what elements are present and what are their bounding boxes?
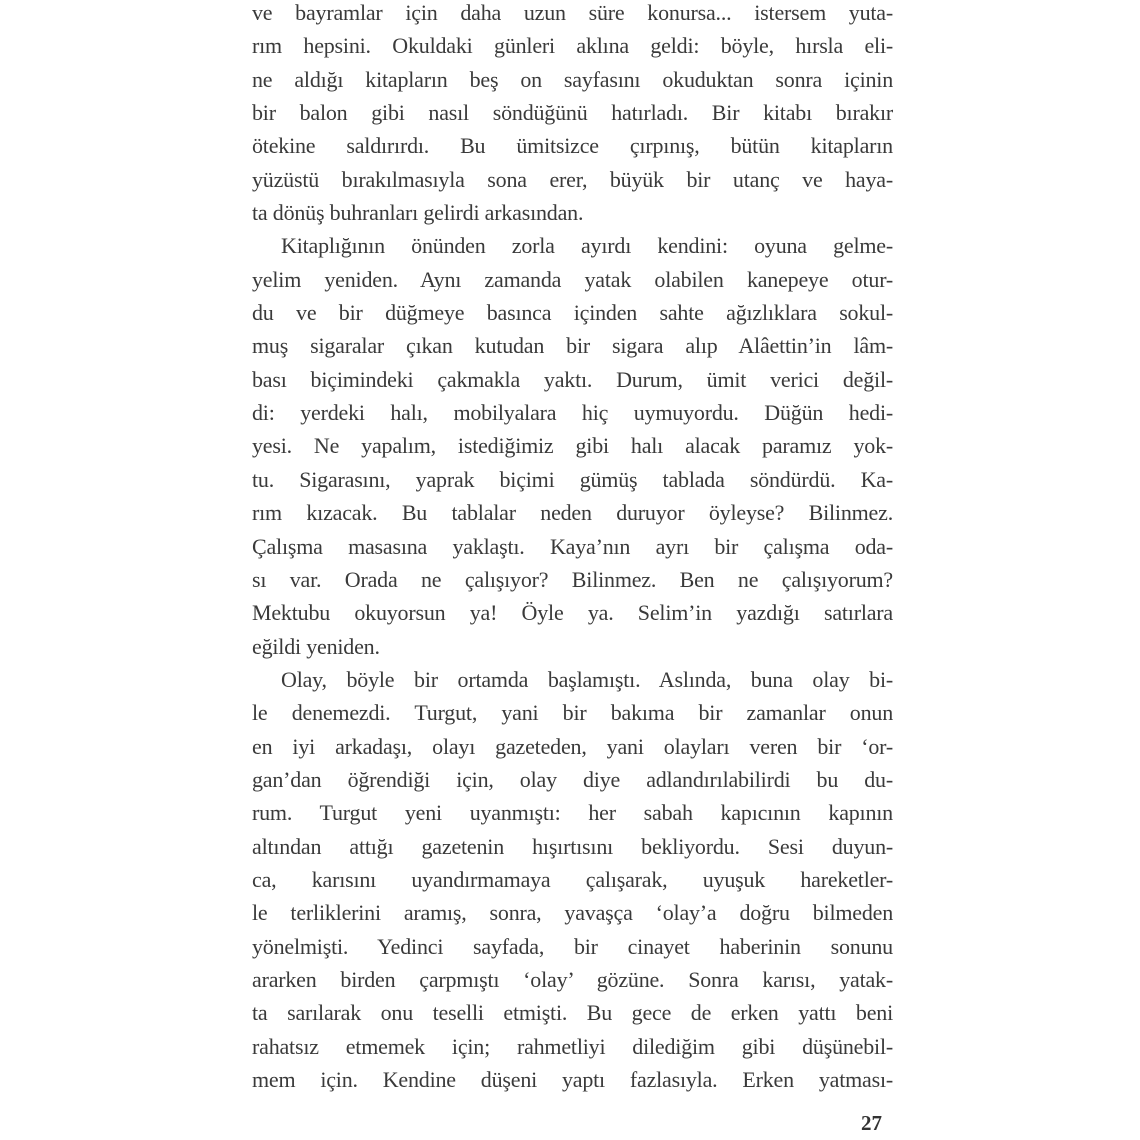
text-line: eğildi yeniden. bbox=[252, 633, 380, 659]
text-line: tu. Sigarasını, yaprak biçimi gümüş tablada söndürdü. Ka- bbox=[252, 466, 893, 492]
text-line: yelim yeniden. Aynı zamanda yatak olabilen kanepeye otur- bbox=[252, 266, 893, 292]
text-line: Mektubu okuyorsun ya! Öyle ya. Selim’in yazdığı satırlara bbox=[252, 600, 893, 626]
text-line: mem için. Kendine düşeni yaptı fazlasıyla. Erken yatması- bbox=[252, 1067, 893, 1092]
text-line: yesi. Ne yapalım, istediğimiz gibi halı alacak paramız yok- bbox=[252, 433, 893, 459]
text-line: ve bayramlar için daha uzun süre konursa... istersem yuta- bbox=[252, 0, 893, 25]
page-number: 27 bbox=[861, 1111, 882, 1135]
text-line: gan’dan öğrendiği için, olay diye adlandırılabilirdi bu du- bbox=[252, 766, 893, 792]
text-line: ararken birden çarpmıştı ‘olay’ gözüne. Sonra karısı, yatak- bbox=[252, 966, 893, 992]
text-line: ne aldığı kitapların beş on sayfasını okuduktan sonra içinin bbox=[252, 66, 893, 92]
paragraph bbox=[252, 0, 893, 229]
text-line: ta dönüş buhranları gelirdi arkasından. bbox=[252, 200, 584, 226]
text-line: Kitaplığının önünden zorla ayırdı kendini: oyuna gelme- bbox=[281, 233, 893, 259]
paragraph bbox=[252, 663, 893, 1096]
text-line: rım kızacak. Bu tablalar neden duruyor öyleyse? Bilinmez. bbox=[252, 500, 893, 526]
text-line: di: yerdeki halı, mobilyalara hiç uymuyordu. Düğün hedi- bbox=[252, 400, 893, 426]
text-line: le denemezdi. Turgut, yani bir bakıma bir zamanlar onun bbox=[252, 700, 893, 726]
text-line: bir balon gibi nasıl söndüğünü hatırladı. Bir kitabı bırakır bbox=[252, 100, 893, 126]
paragraph bbox=[252, 229, 893, 662]
text-line: Çalışma masasına yaklaştı. Kaya’nın ayrı bir çalışma oda- bbox=[252, 533, 893, 559]
text-line: altından attığı gazetenin hışırtısını bekliyordu. Sesi duyun- bbox=[252, 833, 893, 859]
text-line: ta sarılarak onu teselli etmişti. Bu gece de erken yattı beni bbox=[252, 1000, 893, 1026]
text-line: muş sigaralar çıkan kutudan bir sigara alıp Alâettin’in lâm- bbox=[252, 333, 893, 359]
text-line: ötekine saldırırdı. Bu ümitsizce çırpınış, bütün kitapların bbox=[252, 133, 893, 159]
text-line: rum. Turgut yeni uyanmıştı: her sabah kapıcının kapının bbox=[252, 800, 893, 826]
text-line: en iyi arkadaşı, olayı gazeteden, yani olayları veren bir ‘or- bbox=[252, 733, 893, 759]
text-line: rım hepsini. Okuldaki günleri aklına geldi: böyle, hırsla eli- bbox=[252, 33, 893, 59]
text-line: Olay, böyle bir ortamda başlamıştı. Aslında, buna olay bi- bbox=[281, 666, 893, 692]
text-line: ca, karısını uyandırmamaya çalışarak, uyuşuk hareketler- bbox=[252, 866, 893, 892]
text-line: sı var. Orada ne çalışıyor? Bilinmez. Ben ne çalışıyorum? bbox=[252, 566, 893, 592]
page-text bbox=[252, 0, 893, 1096]
text-line: rahatsız etmemek için; rahmetliyi dilediğim gibi düşünebil- bbox=[252, 1033, 893, 1059]
text-line: yönelmişti. Yedinci sayfada, bir cinayet haberinin sonunu bbox=[252, 933, 893, 959]
text-line: bası biçimindeki çakmakla yaktı. Durum, ümit verici değil- bbox=[252, 366, 893, 392]
text-line: le terliklerini aramış, sonra, yavaşça ‘olay’a doğru bilmeden bbox=[252, 900, 893, 926]
text-line: du ve bir düğmeye basınca içinden sahte ağızlıklara sokul- bbox=[252, 300, 893, 326]
text-line: yüzüstü bırakılmasıyla sona erer, büyük bir utanç ve haya- bbox=[252, 166, 893, 192]
